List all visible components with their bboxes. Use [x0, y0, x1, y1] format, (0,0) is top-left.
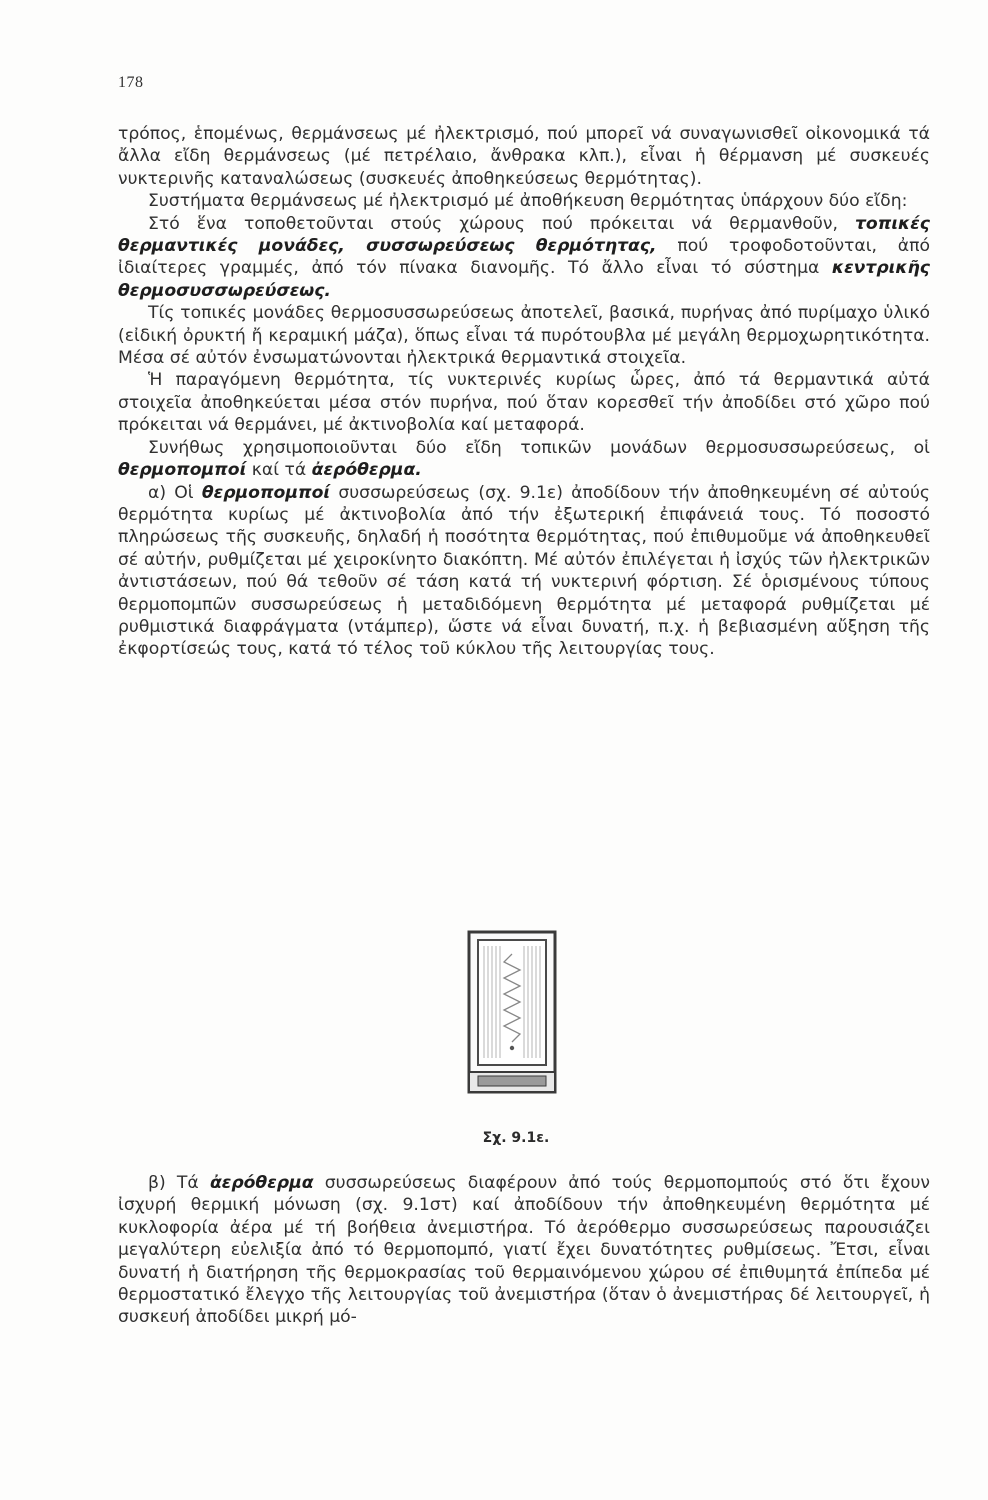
figure-storage-heater — [466, 930, 558, 1095]
text-run: καί τά — [246, 460, 312, 481]
paragraph-p7 — [118, 482, 930, 661]
text-run: Συστήματα θερμάνσεως μέ ἠλεκτρισμό μέ ἀποθήκευση θερμότητας ὑπάρχουν δύο εἴδη: — [148, 191, 908, 212]
bold-term: ἀερόθερμα. — [311, 460, 422, 481]
bold-term: κεντρικῆς θερμοσυσσωρεύσεως. — [118, 258, 930, 301]
figure-caption: Σχ. 9.1ε. — [482, 1130, 550, 1146]
element-terminal — [510, 1046, 514, 1050]
text-run: Τίς τοπικές μονάδες θερμοσυσσωρεύσεως ἀποτελεῖ, βασικά, πυρήνας ἀπό πυρίμαχο ὑλικό (εἰδική ὀρυκτή ἤ κεραμική μάζα), ὅπως εἶναι τά πυρότουβλα μέ μεγάλη θερμοχωρητικότητα. Μέσα σέ αὐτόν ἐνσωματώνονται ἠλεκτρικά θερμαντικά στοιχεῖα. — [118, 303, 930, 369]
text-run: α) Οἱ — [148, 482, 202, 503]
text-run: Συνήθως χρησιμοποιοῦνται δύο εἴδη τοπικῶν μονάδων θερμοσυσσωρεύσεως, οἱ — [148, 437, 930, 458]
bold-term: ἀερόθερμα — [209, 1173, 314, 1193]
air-grille — [478, 1076, 546, 1086]
text-run: συσσωρεύσεως (σχ. 9.1ε) ἀποδίδουν τήν ἀποθηκευμένη σέ αὐτούς θερμότητα κυρίως μέ ἀκτινοβολία ἀπό τήν ἐξωτερική ἐπιφάνειά τους. Τό ποσοστό πληρώσεως τῆς συσκευῆς, δηλαδή ἡ ποσότητα θερμότητας, πού ἐπιθυμοῦμε νά ἀποθηκευθεῖ σέ αὐτήν, ρυθμίζεται μέ χειροκίνητο διακόπτη. Μέ αὐτόν ἐπιλέγεται ἡ ἰσχύς τῶν ἠλεκτρικῶν ἀντιστάσεων, πού θά τεθοῦν σέ τάση κατά τή νυκτερινή φόρτιση. Σέ ὁρισμένους τύπους θερμοπομπῶν συσσωρεύσεως ἡ μεταδιδόμενη θερμότητα μέ μεταφορά ρυθμίζεται μέ ρυθμιστικά διαφράγματα (ντάμπερ), ὥστε νά εἶναι δυνατή, π.χ. ἡ βεβιασμένη αὔξηση τῆς ἐκφορτίσεώς τους, κατά τό τέλος τοῦ κύκλου τῆς λειτουργίας τους. — [118, 482, 930, 660]
bold-term: θερμοπομποί — [118, 460, 247, 481]
paragraph-p5 — [118, 369, 930, 436]
paragraph-p8 — [118, 1172, 930, 1329]
text-run: Στό ἕνα τοποθετοῦνται στούς χώρους πού πρόκειται νά θερμανθοῦν, — [148, 213, 855, 234]
bold-term: θερμοπομποί — [201, 482, 331, 503]
text-run: τρόπος, ἑπομένως, θερμάνσεως μέ ἠλεκτρισμό, πού μπορεῖ νά συναγωνισθεῖ οἰκονομικά τά ἄλλα εἴδη θερμάνσεως (μέ πετρέλαιο, ἄνθρακα κλπ.), εἶναι ἡ θέρμανση μέ συσκευές νυκτερινῆς καταναλώσεως (συσκευές ἀποθηκεύσεως θερμότητας). — [118, 124, 930, 189]
text-run: συσσωρεύσεως διαφέρουν ἀπό τούς θερμοπομπούς στό ὅτι ἔχουν ἰσχυρή θερμική μόνωση (σχ. 9.1στ) καί ἀποδίδουν τήν ἀποθηκευμένη θερμότητα μέ κυκλοφορία ἀέρα μέ τή βοήθεια ἀνεμιστήρα. Τό ἀερόθερμο συσσωρεύσεως παρουσιάζει μεγαλύτερη εὐελιξία ἀπό τό θερμοπομπό, γιατί ἔχει δυνατότητες ρυθμίσεως. Ἔτσι, εἶναι δυνατή ἡ διατήρηση τῆς θερμοκρασίας τοῦ θερμαινόμενου χώρου σέ ἐπιθυμητά ἐπίπεδα μέ θερμοστατικό ἔλεγχο τῆς λειτουργίας τοῦ ἀνεμιστήρα (ὅταν ὁ ἀνεμιστήρας δέ λειτουργεῖ, ἡ συσκευή ἀποδίδει μικρή μό- — [118, 1173, 930, 1328]
storage-heater-diagram — [466, 930, 558, 1095]
page-number: 178 — [118, 74, 144, 91]
paragraph-p6 — [118, 437, 930, 482]
paragraph-p4 — [118, 302, 930, 369]
paragraph-p2 — [118, 190, 930, 212]
text-run: Ἡ παραγόμενη θερμότητα, τίς νυκτερινές κυρίως ὧρες, ἀπό τά θερμαντικά αὐτά στοιχεῖα ἀποθηκεύεται μέσα στόν πυρήνα, πού ὅταν κορεσθεῖ τήν ἀποδίδει στό χῶρο πού πρόκειται νά θερμάνει, μέ ἀκτινοβολία καί μεταφορά. — [118, 370, 930, 436]
paragraph-p3 — [118, 213, 930, 303]
bold-term: τοπικές θερμαντικές μονάδες, συσσωρεύσεως θερμότητας, — [118, 213, 930, 257]
text-column-bottom — [118, 1172, 930, 1329]
text-run: πού τροφοδοτοῦνται, ἀπό ἰδιαίτερες γραμμές, ἀπό τόν πίνακα διανομῆς. Τό ἄλλο εἶναι τό σύστημα — [118, 236, 930, 279]
text-run: β) Τά — [148, 1173, 210, 1193]
paragraph-p1 — [118, 123, 930, 190]
text-column-top — [118, 123, 930, 661]
